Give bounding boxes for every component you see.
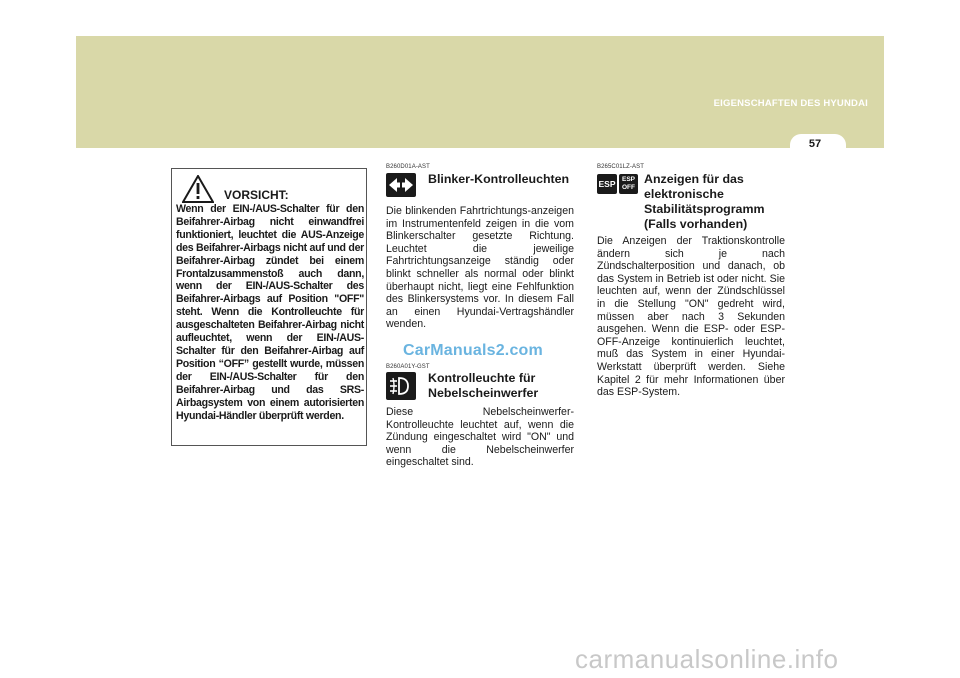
esp-heading: Anzeigen für das elektronische Stabilitätsprogramm (Falls vorhanden) <box>644 172 765 231</box>
header-band <box>76 36 884 148</box>
esp-off-icon: ESP OFF <box>619 174 638 194</box>
turn-signal-heading: Blinker-Kontrolleuchten <box>428 172 570 186</box>
turn-signal-text: Die blinkenden Fahrtrichtungs-anzeigen im Instrumentenfeld zeigen in die vom Blinkerschalter gesetzte Richtung. Leuchtet die jeweilige Fahrtrichtungsanzeige ständig oder blinkt schneller als normal oder blinkt überhaupt nicht, liegt eine Fehlfunktion des Blinkersystems vor. In diesem Fall an einen Hyundai-Vertragshändler wenden. <box>386 205 574 331</box>
page-number: 57 <box>808 138 822 150</box>
turn-signal-arrows-icon <box>386 173 416 197</box>
chapter-title: EIGENSCHAFTEN DES HYUNDAI <box>713 98 868 109</box>
esp-text: Die Anzeigen der Traktionskontrolle ändern sich je nach Zündschalterposition und danach, ob das System in Betrieb ist oder nicht. Sie leuchten auf, wenn der Zündschlüssel in die Stellung "ON" gedreht wird, müssen aber nach 3 Sekunden ausgehen. Wenn die ESP- oder ESP-OFF-Anzeige kontinuierlich leuchtet, muß das System in einer Hyundai-Werkstatt überprüft werden. Siehe Kapitel 2 für mehr Informationen über das ESP-System. <box>597 235 785 399</box>
section-code-turn-signal: B260D01A-AST <box>386 164 430 170</box>
chapter-number: 1 <box>893 75 910 108</box>
fog-light-icon <box>386 372 416 400</box>
carmanuals-watermark: CarManuals2.com <box>403 342 543 359</box>
caution-text: Wenn der EIN-/AUS-Schalter für den Beifahrer-Airbag nicht einwandfrei funktioniert, leuchtet die AUS-Anzeige des Beifahrer-Airbags nicht auf und der Beifahrer-Airbag zündet bei einem Frontalzusammenstoß auch dann, wenn der EIN-/AUS-Schalter des Beifahrer-Airbags auf Position "OFF" steht. Wenn die Kontrolleuchte für ausgeschalteten Beifahrer-Airbag nicht aufleuchtet, wenn der EIN-/AUS-Schalter für den Beifahrer-Airbag auf Position “OFF” gestellt wurde, müssen der EIN-/AUS-Schalter für den Beifahrer-Airbag und das SRS-Airbagsystem von einem autorisierten Hyundai-Händler überprüft werden. <box>176 203 364 422</box>
section-code-fog-light: B260A01Y-GST <box>386 364 430 370</box>
footer-watermark: carmanualsonline.info <box>575 644 839 674</box>
fog-light-heading: Kontrolleuchte für Nebelscheinwerfer <box>428 371 539 400</box>
fog-light-text: Diese Nebelscheinwerfer-Kontrolleuchte leuchtet auf, wenn die Zündung eingeschaltet wird "ON" und wenn die Nebelscheinwerfer eingeschaltet sind. <box>386 406 574 469</box>
warning-triangle-icon <box>182 175 214 203</box>
section-code-esp: B265C01LZ-AST <box>597 164 644 170</box>
caution-title: VORSICHT: <box>224 188 289 202</box>
caution-box <box>171 168 367 446</box>
esp-icon: ESP <box>597 174 617 194</box>
